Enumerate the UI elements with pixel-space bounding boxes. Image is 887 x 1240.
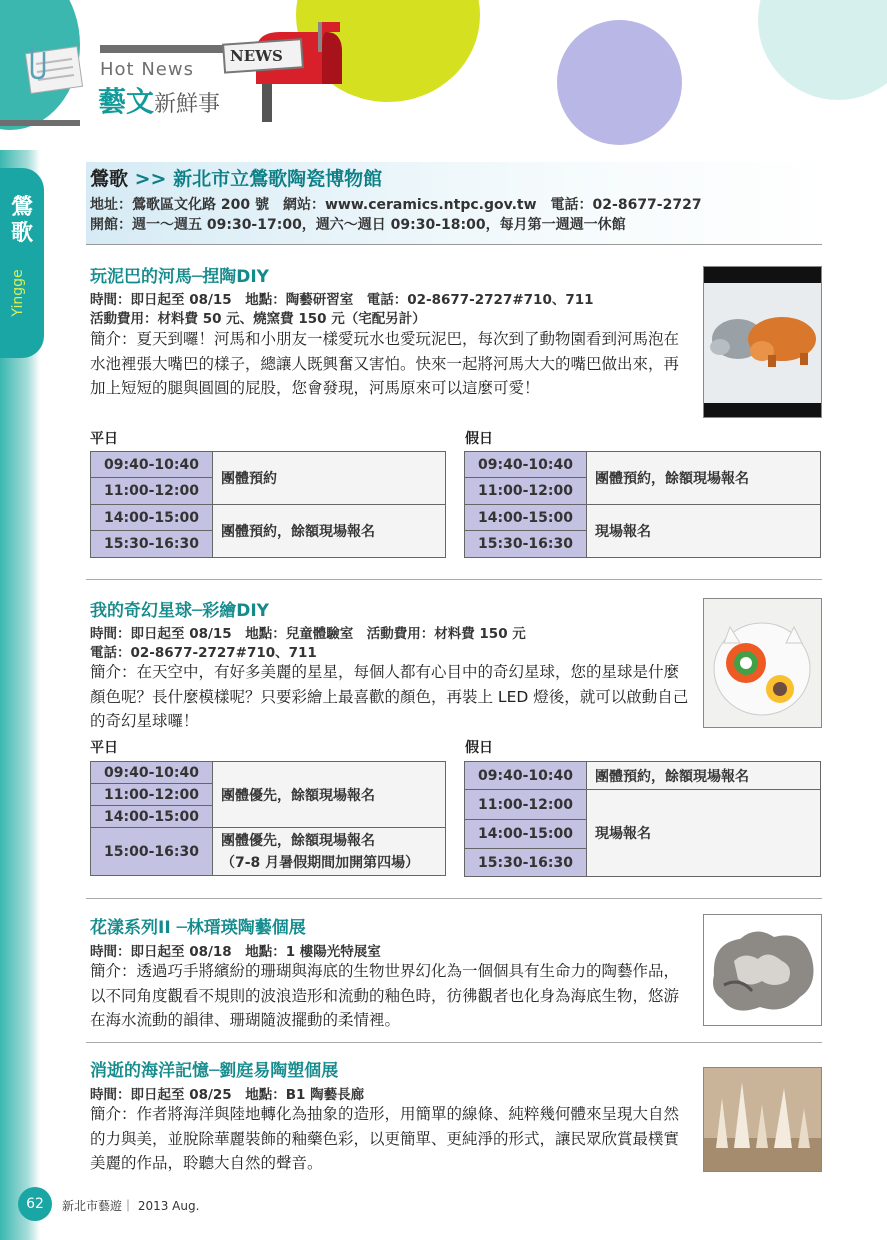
time-slot: 11:00-12:00 — [465, 478, 587, 505]
event-title: 玩泥巴的河馬─捏陶DIY — [90, 267, 269, 287]
section-title-small: 新鮮事 — [154, 92, 221, 117]
venue-district: 鶯歌 — [90, 168, 129, 190]
event-info: 時間：即日起至 08/18 地點：1 樓陽光特展室 — [90, 944, 381, 960]
side-district-en: Yingge — [10, 269, 26, 317]
slot-note — [213, 828, 446, 876]
paper-clip-icon — [22, 42, 84, 94]
event-description: 簡介：作者將海洋與陸地轉化為抽象的造形，用簡單的線條、純粹幾何體來呈現大自然的力與美，並脫除華麗裝飾的釉藥色彩，以更簡單、更純淨的形式，讓民眾欣賞最樸實美麗的作品，聆聽大自然的聲音。 — [90, 1105, 680, 1172]
event-title: 花漾系列II ─林瑨瑛陶藝個展 — [90, 918, 306, 938]
sculpture-photo — [703, 1067, 822, 1172]
weekday-label: 平日 — [90, 740, 118, 756]
time-slot: 15:30-16:30 — [91, 531, 213, 558]
time-slot: 15:30-16:30 — [465, 849, 587, 877]
venue-hours: 開館：週一～週五 09:30-17:00，週六～週日 09:30-18:00，每月第一週週一休館 — [90, 217, 626, 233]
time-slot: 14:00-15:00 — [91, 806, 213, 828]
section-divider — [86, 898, 822, 899]
hippo-photo — [703, 266, 822, 418]
slot-note: 現場報名 — [587, 505, 821, 558]
time-slot: 11:00-12:00 — [91, 784, 213, 806]
weekday-label: 平日 — [90, 431, 118, 447]
time-slot: 09:40-10:40 — [465, 452, 587, 478]
footer-magazine: 新北市藝遊｜ 2013 Aug. — [62, 1199, 200, 1213]
slot-note: 團體預約，餘額現場報名 — [213, 505, 446, 558]
event-info: 活動費用：材料費 50 元、燒窯費 150 元（宅配另計） — [90, 311, 426, 327]
event-info: 時間：即日起至 08/25 地點：B1 陶藝長廊 — [90, 1087, 365, 1103]
event-description: 簡介：透過巧手將繽紛的珊瑚與海底的生物世界幻化為一個個具有生命力的陶藝作品，以不同角度觀看不規則的波浪造形和流動的釉色時，彷彿觀者也化身為海底生物，悠游在海水流動的韻律、珊瑚隨波擺動的柔情裡。 — [90, 962, 680, 1029]
venue-header — [86, 162, 822, 245]
decor-circle-mint — [758, 0, 887, 100]
time-slot: 09:40-10:40 — [91, 762, 213, 784]
slot-note-line: （7-8 月暑假期間加開第四場） — [221, 854, 420, 871]
coral-ceramic-photo — [703, 914, 822, 1026]
header-rule-left — [0, 120, 80, 126]
venue-address: 地址：鶯歌區文化路 200 號 網站：www.ceramics.ntpc.gov.tw 電話：02-8677-2727 — [90, 197, 702, 213]
hot-news-label: Hot News — [100, 59, 194, 80]
slot-note-line: 團體優先，餘額現場報名 — [221, 832, 375, 849]
section-divider — [86, 1042, 822, 1043]
holiday-schedule — [464, 451, 821, 558]
decor-circle-lavender — [557, 20, 682, 145]
time-slot: 14:00-15:00 — [91, 505, 213, 531]
venue-title — [90, 164, 382, 191]
slot-note: 團體預約，餘額現場報名 — [587, 452, 821, 505]
slot-note: 團體預約，餘額現場報名 — [587, 762, 821, 790]
time-slot: 09:40-10:40 — [465, 762, 587, 790]
event-description: 簡介：在天空中，有好多美麗的星星，每個人都有心目中的奇幻星球，您的星球是什麼顏色呢？長什麼模樣呢？只要彩繪上最喜歡的顏色，再裝上 LED 燈後，就可以啟動自己的奇幻星球囉！ — [90, 663, 689, 730]
time-slot: 14:00-15:00 — [465, 820, 587, 849]
time-slot: 14:00-15:00 — [465, 505, 587, 531]
slot-note: 現場報名 — [587, 790, 821, 877]
venue-name: 新北市立鶯歌陶瓷博物館 — [173, 168, 383, 190]
time-slot: 11:00-12:00 — [465, 790, 587, 820]
weekday-schedule — [90, 761, 446, 876]
news-sign: NEWS — [230, 47, 283, 65]
holiday-label: 假日 — [465, 431, 493, 447]
slot-note: 團體優先，餘額現場報名 — [213, 762, 446, 828]
holiday-label: 假日 — [465, 740, 493, 756]
time-slot: 09:40-10:40 — [91, 452, 213, 478]
event-info: 時間：即日起至 08/15 地點：兒童體驗室 活動費用：材料費 150 元 — [90, 626, 526, 642]
event-title: 我的奇幻星球─彩繪DIY — [90, 601, 269, 621]
slot-note: 團體預約 — [213, 452, 446, 505]
time-slot: 15:30-16:30 — [465, 531, 587, 558]
section-title-big: 藝文 — [98, 85, 155, 118]
section-title — [98, 80, 220, 120]
time-slot: 11:00-12:00 — [91, 478, 213, 505]
holiday-schedule — [464, 761, 821, 877]
mailbox-icon — [222, 22, 346, 122]
page-number: 62 — [18, 1187, 52, 1221]
event-info: 電話：02-8677-2727#710、711 — [90, 645, 317, 661]
event-info: 時間：即日起至 08/15 地點：陶藝研習室 電話：02-8677-2727#710、711 — [90, 292, 594, 308]
event-description: 簡介：夏天到囉！河馬和小朋友一樣愛玩水也愛玩泥巴，每次到了動物園看到河馬泡在水池裡張大嘴巴的樣子，總讓人既興奮又害怕。快來一起將河馬大大的嘴巴做出來，再加上短短的腿與圓圓的屁股，您會發現，河馬原來可以這麼可愛！ — [90, 330, 680, 397]
section-divider — [86, 579, 822, 580]
side-district: 鶯歌 — [10, 195, 33, 246]
time-slot: 15:00-16:30 — [91, 828, 213, 876]
planet-lamp-photo — [703, 598, 822, 728]
weekday-schedule — [90, 451, 446, 558]
event-title: 消逝的海洋記憶─劉庭易陶塑個展 — [90, 1061, 339, 1081]
venue-arrow: >> — [134, 168, 167, 190]
